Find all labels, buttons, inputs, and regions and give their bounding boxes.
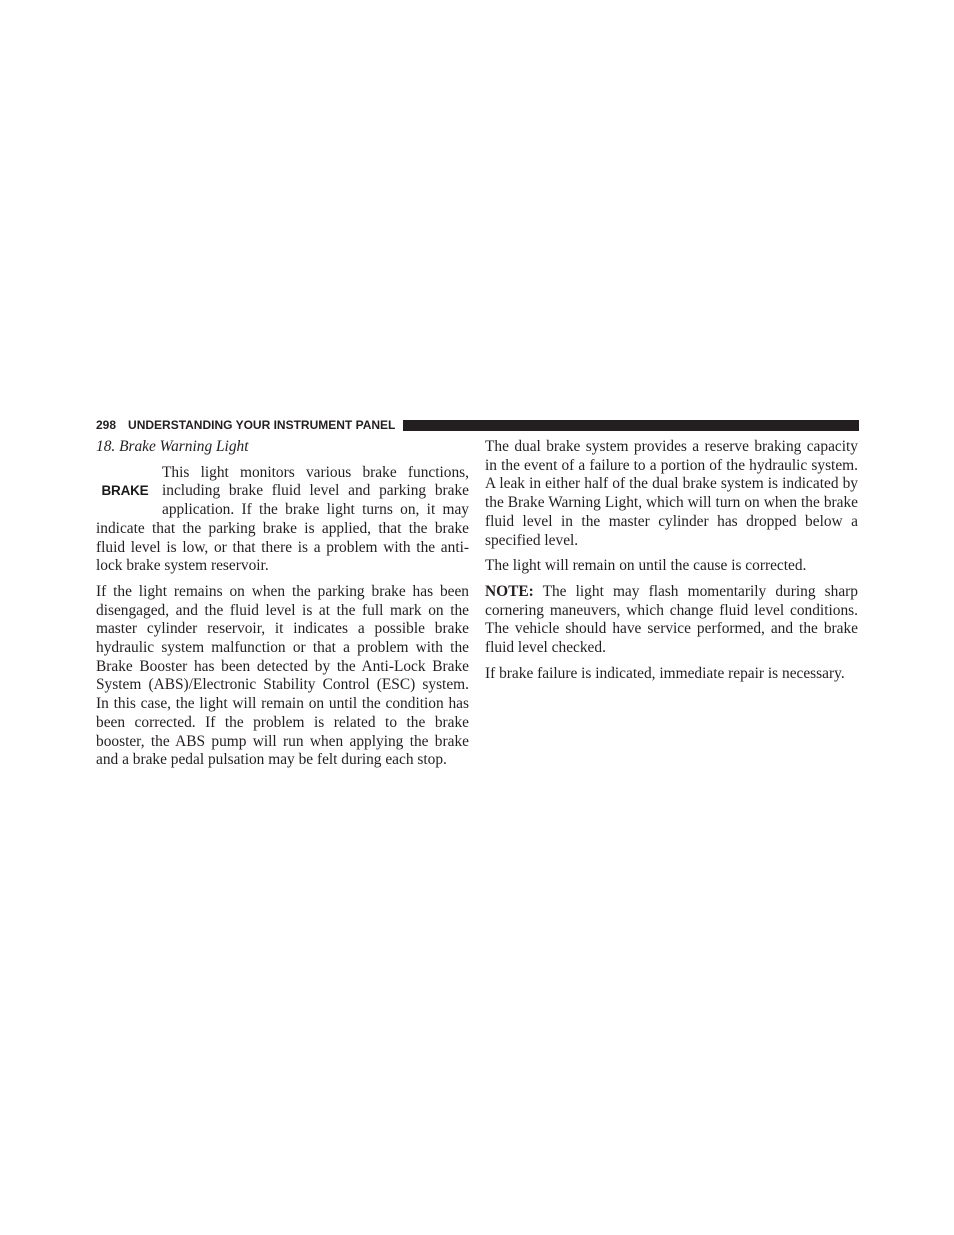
section-heading: 18. Brake Warning Light	[96, 438, 249, 455]
brake-icon-label: BRAKE	[101, 483, 149, 499]
paragraph-light-remains: The light will remain on until the cause is corrected.	[485, 557, 807, 575]
paragraph-text: This light monitors various brake functions, including brake fluid level and parking brake application. If the brake light turns on, it may indicate that the parking brake is applied, that the brake fluid level is low, or that there is a problem with the anti-lock brake system reservoir.	[96, 463, 469, 575]
section-title: UNDERSTANDING YOUR INSTRUMENT PANEL	[128, 418, 396, 432]
brake-warning-icon	[96, 464, 154, 520]
paragraph-brake-monitor	[96, 464, 469, 576]
right-column	[485, 438, 858, 690]
paragraph-dual-brake-system: The dual brake system provides a reserve braking capacity in the event of a failure to a portion of the hydraulic system. A leak in either half of the dual brake system is indicated by the Brake Warning Light, which will turn on when the brake fluid level in the master cylinder has dropped below a specified level.	[485, 438, 858, 549]
note-text: The light may flash momentarily during sharp cornering maneuvers, which change fluid level conditions. The vehicle should have service performed, and the brake fluid level checked.	[485, 582, 858, 657]
paragraph-note	[485, 583, 858, 658]
paragraph-light-remains-on: If the light remains on when the parking brake has been disengaged, and the fluid level is at the full mark on the master cylinder reservoir, it indicates a possible brake hydraulic system malfunction or that a problem with the Brake Booster has been detected by the Anti-Lock Brake System (ABS)/Electronic Stability Control (ESC) system. In this case, the light will remain on until the condition has been corrected. If the problem is related to the brake booster, the ABS pump will run when applying the brake and a brake pedal pulsation may be felt during each stop.	[96, 582, 469, 769]
left-column	[96, 438, 469, 777]
page-number: 298	[96, 418, 117, 432]
paragraph-brake-failure: If brake failure is indicated, immediate repair is necessary.	[485, 664, 845, 682]
page-header	[96, 417, 859, 433]
note-label: NOTE:	[485, 582, 534, 600]
header-rule	[403, 420, 859, 431]
